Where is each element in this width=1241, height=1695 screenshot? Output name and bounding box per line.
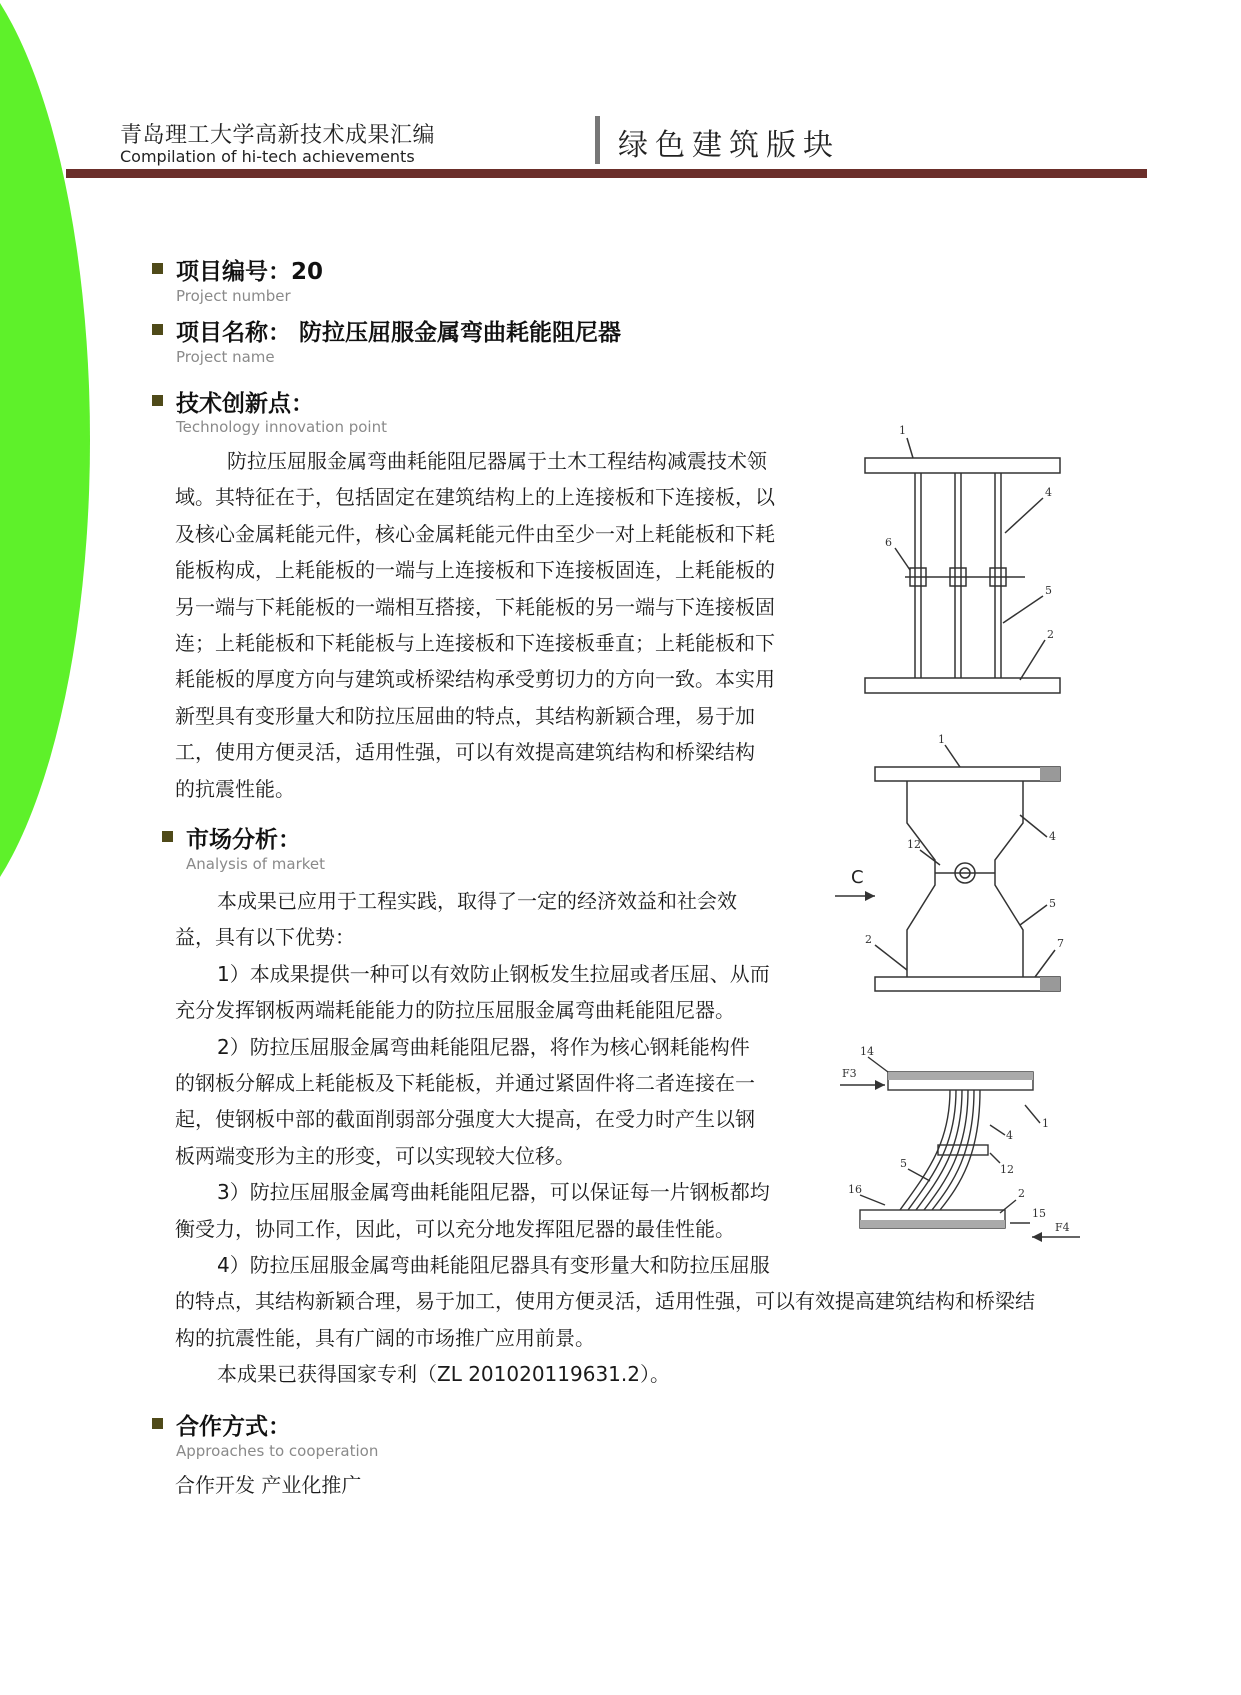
text-line: 3）防拉压屈服金属弯曲耗能阻尼器，可以保证每一片钢板都均 xyxy=(217,1180,770,1205)
header-title-cn: 青岛理工大学高新技术成果汇编 xyxy=(120,123,436,148)
bullet-square-icon xyxy=(152,324,163,335)
cooperation-sub: Approaches to cooperation xyxy=(176,1442,379,1460)
fig1-label: 1 xyxy=(899,424,906,437)
project-number-title: 项目编号：20 xyxy=(176,259,324,285)
header-title-en: Compilation of hi-tech achievements xyxy=(120,147,415,166)
text-line: 另一端与下耗能板的一端相互搭接，下耗能板的另一端与下连接板固 xyxy=(175,594,775,619)
fig2-label: 12 xyxy=(907,838,921,851)
text-line: 防拉压屈服金属弯曲耗能阻尼器属于土木工程结构减震技术领 xyxy=(227,449,767,473)
fig2-label: 4 xyxy=(1049,830,1056,843)
fig1-label: 6 xyxy=(885,536,892,549)
fig2-label: 7 xyxy=(1057,937,1064,950)
header-divider xyxy=(595,116,600,164)
innovation-paragraph xyxy=(175,443,825,807)
text-line: 连；上耗能板和下耗能板与上连接板和下连接板垂直；上耗能板和下 xyxy=(175,631,775,656)
fig3-label: 4 xyxy=(1006,1129,1013,1142)
text-line: 新型具有变形量大和防拉压屈曲的特点，其结构新颖合理，易于加 xyxy=(175,703,755,728)
project-number-sub: Project number xyxy=(176,287,291,305)
text-line: 1）本成果提供一种可以有效防止钢板发生拉屈或者压屈、从而 xyxy=(217,961,770,986)
innovation-sub: Technology innovation point xyxy=(176,418,387,436)
fig3-label: 1 xyxy=(1042,1117,1049,1130)
text-line: 衡受力，协同工作，因此，可以充分地发挥阻尼器的最佳性能。 xyxy=(175,1216,735,1241)
text-line: 2）防拉压屈服金属弯曲耗能阻尼器，将作为核心钢耗能构件 xyxy=(217,1034,750,1059)
section-label: 绿色建筑版块 xyxy=(618,128,840,163)
project-name-title: 项目名称： 防拉压屈服金属弯曲耗能阻尼器 xyxy=(176,320,622,346)
fig3-label: 16 xyxy=(848,1183,862,1196)
fig2-label: 2 xyxy=(865,933,872,946)
fig2-label: 1 xyxy=(938,733,945,746)
fig1-label: 4 xyxy=(1045,486,1052,499)
market-title: 市场分析： xyxy=(186,827,301,853)
text-line: 本成果已应用于工程实践，取得了一定的经济效益和社会效 xyxy=(217,889,737,913)
text-line: 能板构成，上耗能板的一端与上连接板和下连接板固连，上耗能板的 xyxy=(175,558,775,583)
text-line: 耗能板的厚度方向与建筑或桥梁结构承受剪切力的方向一致。本实用 xyxy=(175,667,775,692)
text-line: 工，使用方便灵活，适用性强，可以有效提高建筑结构和桥梁结构 xyxy=(175,740,755,765)
market-sub: Analysis of market xyxy=(186,855,326,873)
bullet-square-icon xyxy=(162,831,173,842)
damper-figure-1 xyxy=(855,418,1075,703)
fig1-label: 5 xyxy=(1045,584,1052,597)
fig3-label: 12 xyxy=(1000,1163,1014,1176)
cooperation-title: 合作方式： xyxy=(176,1414,291,1440)
text-line: 的特点，其结构新颖合理，易于加工，使用方便灵活，适用性强，可以有效提高建筑结构和桥梁结 xyxy=(175,1289,1035,1314)
text-line: 起，使钢板中部的截面削弱部分强度大大提高，在受力时产生以钢 xyxy=(175,1107,755,1132)
fig2-label: C xyxy=(851,867,864,888)
text-line: 益，具有以下优势： xyxy=(175,925,355,950)
damper-figure-3 xyxy=(840,1035,1085,1250)
bullet-square-icon xyxy=(152,263,163,274)
text-line: 的钢板分解成上耗能板及下耗能板，并通过紧固件将二者连接在一 xyxy=(175,1071,755,1096)
text-line: 板两端变形为主的形变，可以实现较大位移。 xyxy=(175,1143,575,1168)
header-rule xyxy=(66,169,1147,178)
damper-figure-2 xyxy=(835,725,1075,995)
text-line: 域。其特征在于，包括固定在建筑结构上的上连接板和下连接板，以 xyxy=(175,485,775,510)
fig3-label: 15 xyxy=(1032,1207,1046,1220)
fig3-label: 5 xyxy=(900,1157,907,1170)
fig1-label: 2 xyxy=(1047,628,1054,641)
text-line: 构的抗震性能，具有广阔的市场推广应用前景。 xyxy=(175,1325,595,1350)
fig3-label: 2 xyxy=(1018,1187,1025,1200)
text-line: 充分发挥钢板两端耗能能力的防拉压屈服金属弯曲耗能阻尼器。 xyxy=(175,998,735,1023)
text-line: 及核心金属耗能元件，核心金属耗能元件由至少一对上耗能板和下耗 xyxy=(175,521,775,546)
green-decorative-arc xyxy=(0,0,90,940)
text-line: 4）防拉压屈服金属弯曲耗能阻尼器具有变形量大和防拉压屈服 xyxy=(217,1253,770,1278)
innovation-title: 技术创新点： xyxy=(176,391,314,417)
project-name-sub: Project name xyxy=(176,348,275,366)
fig2-label: 5 xyxy=(1049,897,1056,910)
fig3-label: F4 xyxy=(1055,1221,1070,1234)
bullet-square-icon xyxy=(152,1418,163,1429)
cooperation-content: 合作开发 产业化推广 xyxy=(175,1473,362,1497)
fig3-label: 14 xyxy=(860,1045,874,1058)
bullet-square-icon xyxy=(152,395,163,406)
fig3-label: F3 xyxy=(842,1067,857,1080)
text-line: 的抗震性能。 xyxy=(175,776,295,801)
text-line: 本成果已获得国家专利（ZL 201020119631.2）。 xyxy=(217,1362,670,1387)
